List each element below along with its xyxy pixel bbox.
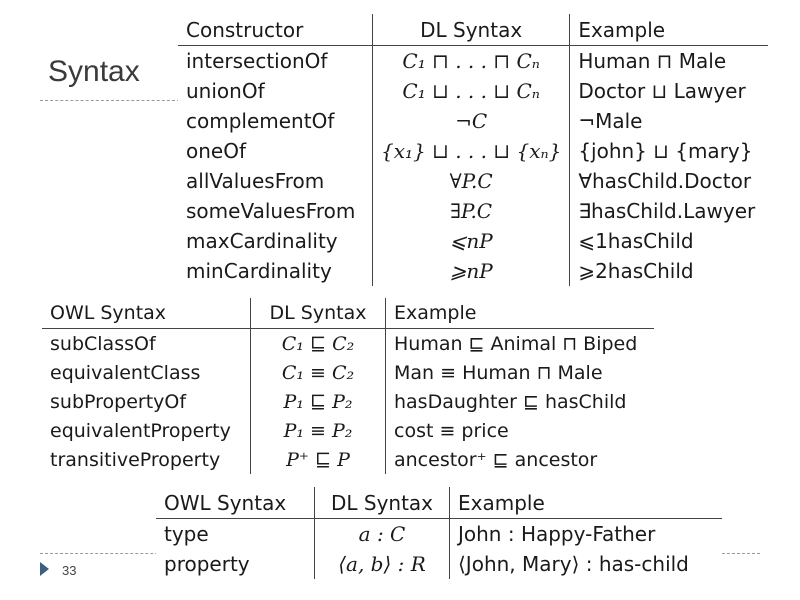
dl-syntax-cell: ∀P.C — [373, 166, 570, 196]
example-cell: ¬Male — [578, 109, 643, 133]
facts-table — [156, 487, 722, 579]
table-row — [42, 416, 654, 445]
table-row — [178, 226, 768, 256]
dl-syntax-cell: ⟨a, b⟩ : R — [315, 549, 450, 579]
table-row — [178, 76, 768, 106]
example-cell: Doctor ⊔ Lawyer — [578, 79, 746, 103]
example-cell: cost ≡ price — [394, 419, 509, 442]
table-row — [178, 106, 768, 136]
owl-constructor-cell: minCardinality — [178, 256, 373, 286]
example-cell: ∃hasChild.Lawyer — [578, 199, 756, 223]
dl-syntax-cell: ∃P.C — [373, 196, 570, 226]
table-row — [178, 166, 768, 196]
table-header-row — [178, 14, 768, 46]
owl-axiom-cell: equivalentProperty — [42, 416, 251, 445]
header-cell: OWL Syntax — [42, 298, 251, 329]
dl-syntax-cell: {x₁} ⊔ . . . ⊔ {xₙ} — [373, 136, 570, 166]
dl-syntax-cell: ⩾nP — [373, 256, 570, 286]
owl-fact-cell: type — [156, 519, 315, 550]
owl-axiom-cell: equivalentClass — [42, 358, 251, 387]
example-cell: ∀hasChild.Doctor — [578, 169, 752, 193]
table-row — [156, 549, 722, 579]
dl-syntax-cell: C₁ ⊑ C₂ — [251, 329, 386, 359]
header-cell: OWL Syntax — [156, 487, 315, 519]
table-row — [178, 136, 768, 166]
owl-constructor-cell: allValuesFrom — [178, 166, 373, 196]
dl-syntax-cell: C₁ ⊓ . . . ⊓ Cₙ — [373, 46, 570, 77]
header-cell: DL Syntax — [315, 487, 450, 519]
table-header-row — [156, 487, 722, 519]
table-row — [178, 46, 768, 77]
dl-syntax-cell: C₁ ≡ C₂ — [251, 358, 386, 387]
dl-syntax-cell: P₁ ⊑ P₂ — [251, 387, 386, 416]
table-row — [156, 519, 722, 550]
owl-axiom-cell: subPropertyOf — [42, 387, 251, 416]
owl-fact-cell: property — [156, 549, 315, 579]
table-row — [42, 329, 654, 359]
example-cell: Man ≡ Human ⊓ Male — [394, 361, 603, 384]
header-cell: DL Syntax — [373, 14, 570, 46]
example-cell: ancestor⁺ ⊑ ancestor — [394, 448, 598, 471]
header-cell: Constructor — [178, 14, 373, 46]
axioms-table — [42, 298, 654, 474]
table-row — [178, 256, 768, 286]
example-cell: hasDaughter ⊑ hasChild — [394, 390, 627, 413]
table-row — [42, 358, 654, 387]
example-cell: ⟨John, Mary⟩ : has-child — [458, 552, 689, 576]
table-row — [42, 445, 654, 474]
constructors-table — [178, 14, 768, 286]
header-cell: DL Syntax — [251, 298, 386, 329]
dl-syntax-cell: P₁ ≡ P₂ — [251, 416, 386, 445]
table-row — [42, 387, 654, 416]
owl-constructor-cell: complementOf — [178, 106, 373, 136]
page-number: 33 — [62, 563, 77, 578]
table-header-row — [42, 298, 654, 329]
header-cell: Example — [450, 487, 723, 519]
slide-title: Syntax — [48, 55, 140, 88]
example-cell: Human ⊓ Male — [578, 49, 727, 73]
header-cell: Example — [570, 14, 769, 46]
owl-constructor-cell: unionOf — [178, 76, 373, 106]
owl-constructor-cell: oneOf — [178, 136, 373, 166]
owl-axiom-cell: subClassOf — [42, 329, 251, 359]
dl-syntax-cell: P⁺ ⊑ P — [251, 445, 386, 474]
dl-syntax-cell: ¬C — [373, 106, 570, 136]
example-cell: ⩽1hasChild — [578, 229, 694, 253]
example-cell: {john} ⊔ {mary} — [578, 139, 753, 163]
header-cell: Example — [386, 298, 655, 329]
example-cell: John : Happy-Father — [458, 522, 656, 546]
owl-constructor-cell: intersectionOf — [178, 46, 373, 77]
dl-syntax-cell: a : C — [315, 519, 450, 550]
example-cell: ⩾2hasChild — [578, 259, 694, 283]
dl-syntax-cell: C₁ ⊔ . . . ⊔ Cₙ — [373, 76, 570, 106]
owl-constructor-cell: maxCardinality — [178, 226, 373, 256]
table-row — [178, 196, 768, 226]
triangle-bullet-icon — [40, 562, 49, 576]
title-divider — [40, 100, 180, 101]
example-cell: Human ⊑ Animal ⊓ Biped — [394, 332, 638, 355]
owl-constructor-cell: someValuesFrom — [178, 196, 373, 226]
dl-syntax-cell: ⩽nP — [373, 226, 570, 256]
owl-axiom-cell: transitiveProperty — [42, 445, 251, 474]
